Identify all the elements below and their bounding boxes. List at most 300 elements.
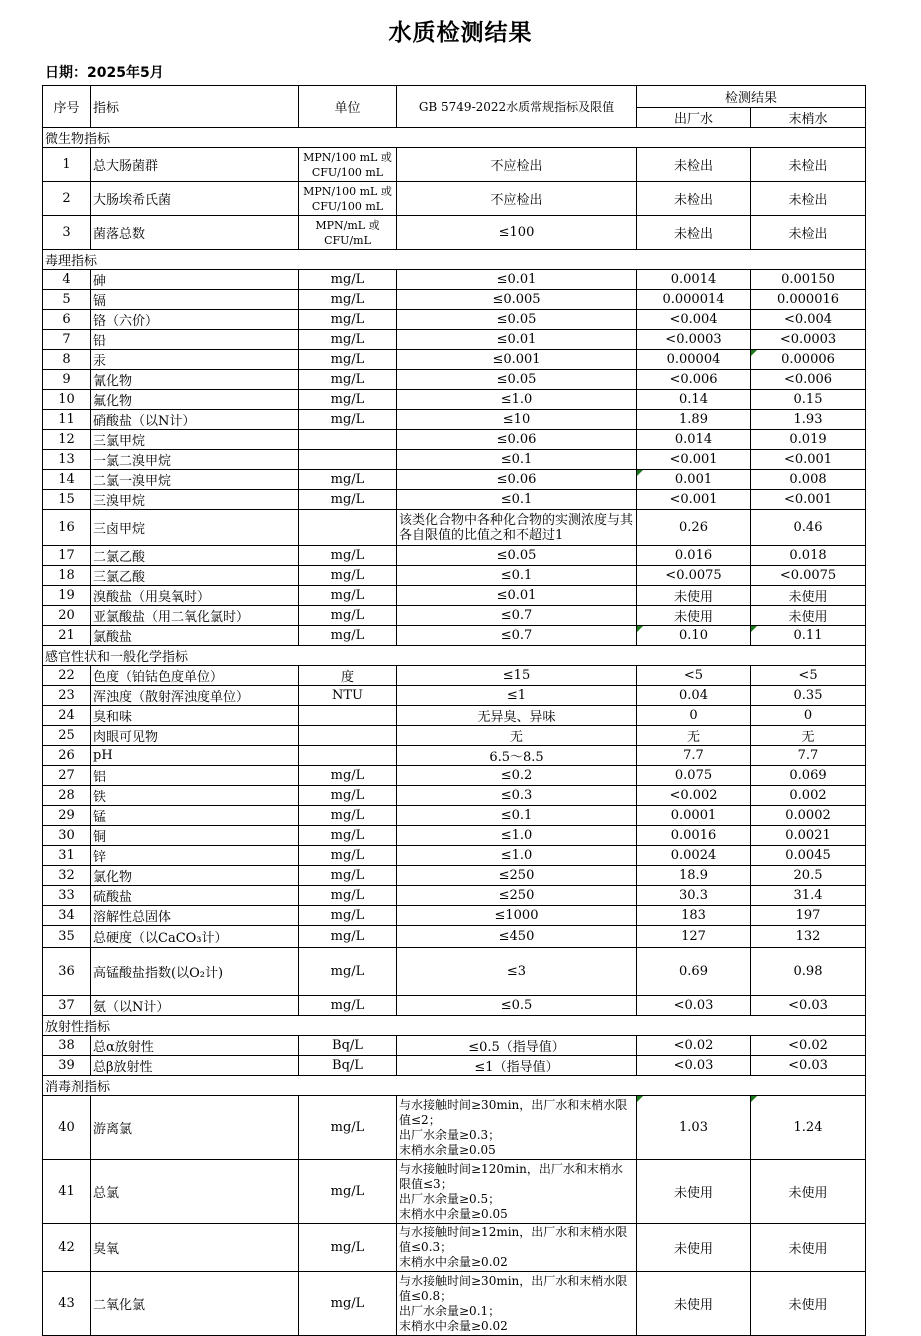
row-tap: <0.006 [751, 370, 866, 390]
row-limit: ≤0.001 [397, 350, 637, 370]
row-limit: ≤0.2 [397, 766, 637, 786]
row-limit: 6.5～8.5 [397, 746, 637, 766]
row-tap: 0.11 [751, 626, 866, 646]
row-item: 肉眼可见物 [91, 726, 299, 746]
table-row [43, 826, 866, 846]
row-no: 41 [43, 1160, 91, 1224]
row-limit: ≤1.0 [397, 390, 637, 410]
limit-line: 与水接触时间≥12min，出厂水和末梢水限值≤0.3； [399, 1225, 628, 1254]
table-row [43, 1224, 866, 1272]
table-row [43, 350, 866, 370]
row-unit: mg/L [299, 906, 397, 926]
row-factory: 30.3 [637, 886, 751, 906]
table-row [43, 510, 866, 546]
row-tap: <0.02 [751, 1036, 866, 1056]
limit-line: 出厂水余量≥0.3； [399, 1127, 501, 1142]
row-limit: ≤0.05 [397, 546, 637, 566]
row-unit: Bq/L [299, 1056, 397, 1076]
row-no: 29 [43, 806, 91, 826]
limit-line: 出厂水余量≥0.1； [399, 1303, 501, 1318]
row-no: 25 [43, 726, 91, 746]
row-factory: 0.0024 [637, 846, 751, 866]
row-no: 38 [43, 1036, 91, 1056]
row-tap: 1.24 [751, 1096, 866, 1160]
row-unit: mg/L [299, 1224, 397, 1272]
row-item: 色度（铂钴色度单位） [91, 666, 299, 686]
row-unit: mg/L [299, 546, 397, 566]
row-unit: mg/L [299, 846, 397, 866]
table-row [43, 182, 866, 216]
row-tap: 31.4 [751, 886, 866, 906]
row-limit: ≤250 [397, 866, 637, 886]
row-item: 砷 [91, 270, 299, 290]
row-no: 22 [43, 666, 91, 686]
row-unit: MPN/mL 或 CFU/mL [299, 216, 397, 250]
row-limit [397, 1272, 637, 1336]
table-body [43, 128, 866, 1336]
row-item: 镉 [91, 290, 299, 310]
row-unit [299, 510, 397, 546]
row-limit: ≤15 [397, 666, 637, 686]
row-factory: <0.0003 [637, 330, 751, 350]
row-factory: 未使用 [637, 606, 751, 626]
table-row [43, 586, 866, 606]
row-factory: 18.9 [637, 866, 751, 886]
row-no: 43 [43, 1272, 91, 1336]
section-row [43, 250, 866, 270]
row-unit: mg/L [299, 310, 397, 330]
row-item: 总氯 [91, 1160, 299, 1224]
row-limit: ≤0.7 [397, 626, 637, 646]
row-tap: 未使用 [751, 1160, 866, 1224]
row-factory: 0 [637, 706, 751, 726]
row-unit: mg/L [299, 586, 397, 606]
row-limit: ≤0.01 [397, 330, 637, 350]
table-row [43, 450, 866, 470]
row-factory: 0.0001 [637, 806, 751, 826]
row-factory: <0.03 [637, 1056, 751, 1076]
table-row [43, 906, 866, 926]
row-factory: 0.00004 [637, 350, 751, 370]
table-row [43, 390, 866, 410]
row-unit: mg/L [299, 410, 397, 430]
row-tap: 1.93 [751, 410, 866, 430]
row-tap: <0.03 [751, 1056, 866, 1076]
row-unit: mg/L [299, 566, 397, 586]
row-unit: NTU [299, 686, 397, 706]
row-factory: <0.002 [637, 786, 751, 806]
row-unit: mg/L [299, 350, 397, 370]
row-limit [397, 1160, 637, 1224]
row-item: 铅 [91, 330, 299, 350]
table-row [43, 148, 866, 182]
row-limit: ≤0.1 [397, 490, 637, 510]
row-tap: <0.004 [751, 310, 866, 330]
table-row [43, 866, 866, 886]
row-no: 2 [43, 182, 91, 216]
row-tap: 无 [751, 726, 866, 746]
row-no: 14 [43, 470, 91, 490]
row-item: pH [91, 746, 299, 766]
row-tap: 0.00150 [751, 270, 866, 290]
row-unit: mg/L [299, 948, 397, 996]
limit-line: 末梢水中余量≥0.02 [399, 1255, 508, 1269]
row-item: 三卤甲烷 [91, 510, 299, 546]
row-tap: 0.018 [751, 546, 866, 566]
section-title: 微生物指标 [43, 128, 866, 148]
row-limit: ≤0.06 [397, 470, 637, 490]
row-factory: 1.03 [637, 1096, 751, 1160]
table-row [43, 270, 866, 290]
table-row [43, 846, 866, 866]
row-tap: 0.00006 [751, 350, 866, 370]
row-tap: 未使用 [751, 606, 866, 626]
row-factory: <0.004 [637, 310, 751, 330]
row-tap: 未检出 [751, 182, 866, 216]
row-factory: 0.0016 [637, 826, 751, 846]
row-limit [397, 1096, 637, 1160]
row-limit: ≤1 [397, 686, 637, 706]
row-limit: ≤1.0 [397, 826, 637, 846]
row-unit: mg/L [299, 886, 397, 906]
row-unit: mg/L [299, 1160, 397, 1224]
row-unit: mg/L [299, 866, 397, 886]
table-row [43, 1096, 866, 1160]
header-unit: 单位 [299, 86, 397, 128]
row-factory: 未使用 [637, 586, 751, 606]
row-item: 大肠埃希氏菌 [91, 182, 299, 216]
table-row [43, 330, 866, 350]
row-tap: 0.98 [751, 948, 866, 996]
row-tap: 0.0021 [751, 826, 866, 846]
row-item: 锌 [91, 846, 299, 866]
row-factory: 0.26 [637, 510, 751, 546]
table-row [43, 706, 866, 726]
header-factory: 出厂水 [637, 108, 751, 128]
row-item: 三氯甲烷 [91, 430, 299, 450]
row-factory: 0.016 [637, 546, 751, 566]
row-factory: 1.89 [637, 410, 751, 430]
row-tap: 0.008 [751, 470, 866, 490]
row-item: 总α放射性 [91, 1036, 299, 1056]
table-row [43, 926, 866, 948]
row-no: 40 [43, 1096, 91, 1160]
row-no: 42 [43, 1224, 91, 1272]
table-row [43, 948, 866, 996]
row-tap: 0.019 [751, 430, 866, 450]
limit-line: 末梢水中余量≥0.02 [399, 1318, 508, 1333]
row-unit: mg/L [299, 766, 397, 786]
row-limit: ≤0.05 [397, 370, 637, 390]
table-row [43, 886, 866, 906]
row-item: 三溴甲烷 [91, 490, 299, 510]
table-row [43, 786, 866, 806]
row-tap: 未使用 [751, 1224, 866, 1272]
row-item: 二氧化氯 [91, 1272, 299, 1336]
row-factory: 无 [637, 726, 751, 746]
table-row [43, 430, 866, 450]
row-unit [299, 430, 397, 450]
row-tap: 132 [751, 926, 866, 948]
row-no: 18 [43, 566, 91, 586]
row-tap: <0.0003 [751, 330, 866, 350]
row-item: 氯酸盐 [91, 626, 299, 646]
row-limit: ≤0.01 [397, 270, 637, 290]
row-factory: 未检出 [637, 182, 751, 216]
row-no: 11 [43, 410, 91, 430]
row-item: 臭氧 [91, 1224, 299, 1272]
row-no: 34 [43, 906, 91, 926]
row-no: 19 [43, 586, 91, 606]
table-row [43, 806, 866, 826]
row-unit: mg/L [299, 370, 397, 390]
row-item: 总β放射性 [91, 1056, 299, 1076]
row-no: 39 [43, 1056, 91, 1076]
row-unit [299, 706, 397, 726]
row-no: 17 [43, 546, 91, 566]
row-item: 菌落总数 [91, 216, 299, 250]
table-row [43, 290, 866, 310]
limit-line: 与水接触时间≥120min，出厂水和末梢水限值≤3； [399, 1161, 623, 1191]
row-tap: 未使用 [751, 586, 866, 606]
row-unit: mg/L [299, 470, 397, 490]
row-unit: mg/L [299, 786, 397, 806]
row-tap: 0.35 [751, 686, 866, 706]
limit-line: 末梢水中余量≥0.05 [399, 1206, 508, 1221]
row-unit: mg/L [299, 290, 397, 310]
section-row [43, 128, 866, 148]
row-factory: <0.03 [637, 996, 751, 1016]
row-tap: <0.0075 [751, 566, 866, 586]
row-limit: 不应检出 [397, 148, 637, 182]
row-unit: mg/L [299, 1096, 397, 1160]
row-no: 21 [43, 626, 91, 646]
row-item: 浑浊度（散射浑浊度单位） [91, 686, 299, 706]
row-item: 汞 [91, 350, 299, 370]
row-unit: mg/L [299, 490, 397, 510]
section-row [43, 1076, 866, 1096]
table-row [43, 726, 866, 746]
row-item: 氯化物 [91, 866, 299, 886]
row-limit: ≤450 [397, 926, 637, 948]
section-row [43, 1016, 866, 1036]
row-limit: ≤0.5 [397, 996, 637, 1016]
report-date: 日期：2025年5月 [45, 65, 164, 81]
row-no: 24 [43, 706, 91, 726]
row-item: 铁 [91, 786, 299, 806]
row-factory: 0.14 [637, 390, 751, 410]
table-row [43, 766, 866, 786]
table-row [43, 566, 866, 586]
row-limit: ≤1.0 [397, 846, 637, 866]
row-limit: ≤0.005 [397, 290, 637, 310]
row-limit: 无 [397, 726, 637, 746]
row-item: 锰 [91, 806, 299, 826]
row-unit: mg/L [299, 996, 397, 1016]
row-item: 氟化物 [91, 390, 299, 410]
row-no: 35 [43, 926, 91, 948]
row-item: 总硬度（以CaCO₃计） [91, 926, 299, 948]
section-row [43, 646, 866, 666]
table-row [43, 1036, 866, 1056]
section-title: 感官性状和一般化学指标 [43, 646, 866, 666]
row-factory: 未使用 [637, 1224, 751, 1272]
row-tap: 0.002 [751, 786, 866, 806]
row-item: 氰化物 [91, 370, 299, 390]
row-item: 硫酸盐 [91, 886, 299, 906]
row-unit: mg/L [299, 606, 397, 626]
row-item: 铝 [91, 766, 299, 786]
row-limit: ≤100 [397, 216, 637, 250]
row-factory: 未使用 [637, 1272, 751, 1336]
row-no: 32 [43, 866, 91, 886]
row-no: 9 [43, 370, 91, 390]
row-unit: mg/L [299, 330, 397, 350]
row-limit: ≤0.3 [397, 786, 637, 806]
row-tap: 未使用 [751, 1272, 866, 1336]
row-no: 23 [43, 686, 91, 706]
row-factory: 0.0014 [637, 270, 751, 290]
header-no: 序号 [43, 86, 91, 128]
row-unit: mg/L [299, 1272, 397, 1336]
row-factory: 未检出 [637, 216, 751, 250]
table-row [43, 996, 866, 1016]
row-no: 27 [43, 766, 91, 786]
row-unit [299, 746, 397, 766]
row-limit: ≤1（指导值） [397, 1056, 637, 1076]
row-item: 总大肠菌群 [91, 148, 299, 182]
header-item: 指标 [91, 86, 299, 128]
row-limit: ≤0.1 [397, 806, 637, 826]
row-unit: 度 [299, 666, 397, 686]
row-item: 铜 [91, 826, 299, 846]
limit-line: 与水接触时间≥30min，出厂水和末梢水限值≤0.8； [399, 1273, 628, 1303]
limit-line: 与水接触时间≥30min，出厂水和末梢水限值≤2； [399, 1097, 628, 1127]
row-tap: 0.069 [751, 766, 866, 786]
table-row [43, 1160, 866, 1224]
row-unit: mg/L [299, 270, 397, 290]
row-limit: ≤0.1 [397, 566, 637, 586]
row-no: 4 [43, 270, 91, 290]
row-tap: 0.000016 [751, 290, 866, 310]
row-no: 33 [43, 886, 91, 906]
row-limit: ≤0.7 [397, 606, 637, 626]
row-tap: 0.46 [751, 510, 866, 546]
row-tap: 未检出 [751, 216, 866, 250]
row-limit: ≤0.1 [397, 450, 637, 470]
row-item: 游离氯 [91, 1096, 299, 1160]
table-row [43, 370, 866, 390]
table-row [43, 1272, 866, 1336]
row-unit: mg/L [299, 806, 397, 826]
section-title: 放射性指标 [43, 1016, 866, 1036]
row-tap: 0.15 [751, 390, 866, 410]
table-row [43, 490, 866, 510]
section-title: 消毒剂指标 [43, 1076, 866, 1096]
row-limit: 该类化合物中各种化合物的实测浓度与其各自限值的比值之和不超过1 [397, 510, 637, 546]
row-factory: <0.0075 [637, 566, 751, 586]
row-item: 溴酸盐（用臭氧时） [91, 586, 299, 606]
table-row [43, 410, 866, 430]
row-unit: mg/L [299, 390, 397, 410]
row-unit: mg/L [299, 926, 397, 948]
row-item: 氨（以N计） [91, 996, 299, 1016]
row-factory: 7.7 [637, 746, 751, 766]
row-unit [299, 726, 397, 746]
row-limit: 不应检出 [397, 182, 637, 216]
row-factory: 未检出 [637, 148, 751, 182]
row-tap: <5 [751, 666, 866, 686]
row-limit: ≤10 [397, 410, 637, 430]
row-tap: <0.001 [751, 450, 866, 470]
table-row [43, 626, 866, 646]
row-limit: 无异臭、异味 [397, 706, 637, 726]
row-no: 31 [43, 846, 91, 866]
row-limit [397, 1224, 637, 1272]
row-factory: 0.075 [637, 766, 751, 786]
row-item: 溶解性总固体 [91, 906, 299, 926]
row-tap: 未检出 [751, 148, 866, 182]
row-unit: mg/L [299, 826, 397, 846]
row-no: 6 [43, 310, 91, 330]
row-tap: 0.0002 [751, 806, 866, 826]
row-limit: ≤250 [397, 886, 637, 906]
table-row [43, 546, 866, 566]
table-row [43, 216, 866, 250]
row-no: 28 [43, 786, 91, 806]
row-item: 铬（六价） [91, 310, 299, 330]
row-tap: 20.5 [751, 866, 866, 886]
row-tap: 0.0045 [751, 846, 866, 866]
results-table [42, 85, 866, 1336]
row-unit: MPN/100 mL 或 CFU/100 mL [299, 148, 397, 182]
row-factory: <5 [637, 666, 751, 686]
table-row [43, 470, 866, 490]
row-factory: 183 [637, 906, 751, 926]
row-item: 一氯二溴甲烷 [91, 450, 299, 470]
row-limit: ≤0.06 [397, 430, 637, 450]
row-factory: 0.000014 [637, 290, 751, 310]
row-no: 37 [43, 996, 91, 1016]
row-item: 三氯乙酸 [91, 566, 299, 586]
header-limit: GB 5749-2022水质常规指标及限值 [397, 86, 637, 128]
row-factory: 0.04 [637, 686, 751, 706]
row-factory: <0.006 [637, 370, 751, 390]
row-no: 5 [43, 290, 91, 310]
row-item: 二氯一溴甲烷 [91, 470, 299, 490]
row-no: 1 [43, 148, 91, 182]
row-factory: <0.001 [637, 450, 751, 470]
table-row [43, 666, 866, 686]
row-no: 15 [43, 490, 91, 510]
header-result: 检测结果 [637, 86, 866, 108]
row-no: 13 [43, 450, 91, 470]
row-no: 26 [43, 746, 91, 766]
limit-line: 末梢水余量≥0.05 [399, 1142, 496, 1157]
row-unit: Bq/L [299, 1036, 397, 1056]
row-no: 8 [43, 350, 91, 370]
row-tap: <0.03 [751, 996, 866, 1016]
row-tap: <0.001 [751, 490, 866, 510]
row-tap: 7.7 [751, 746, 866, 766]
row-factory: <0.001 [637, 490, 751, 510]
limit-line: 出厂水余量≥0.5； [399, 1191, 501, 1206]
row-unit: mg/L [299, 626, 397, 646]
row-no: 7 [43, 330, 91, 350]
row-limit: ≤0.05 [397, 310, 637, 330]
row-unit [299, 450, 397, 470]
row-no: 20 [43, 606, 91, 626]
